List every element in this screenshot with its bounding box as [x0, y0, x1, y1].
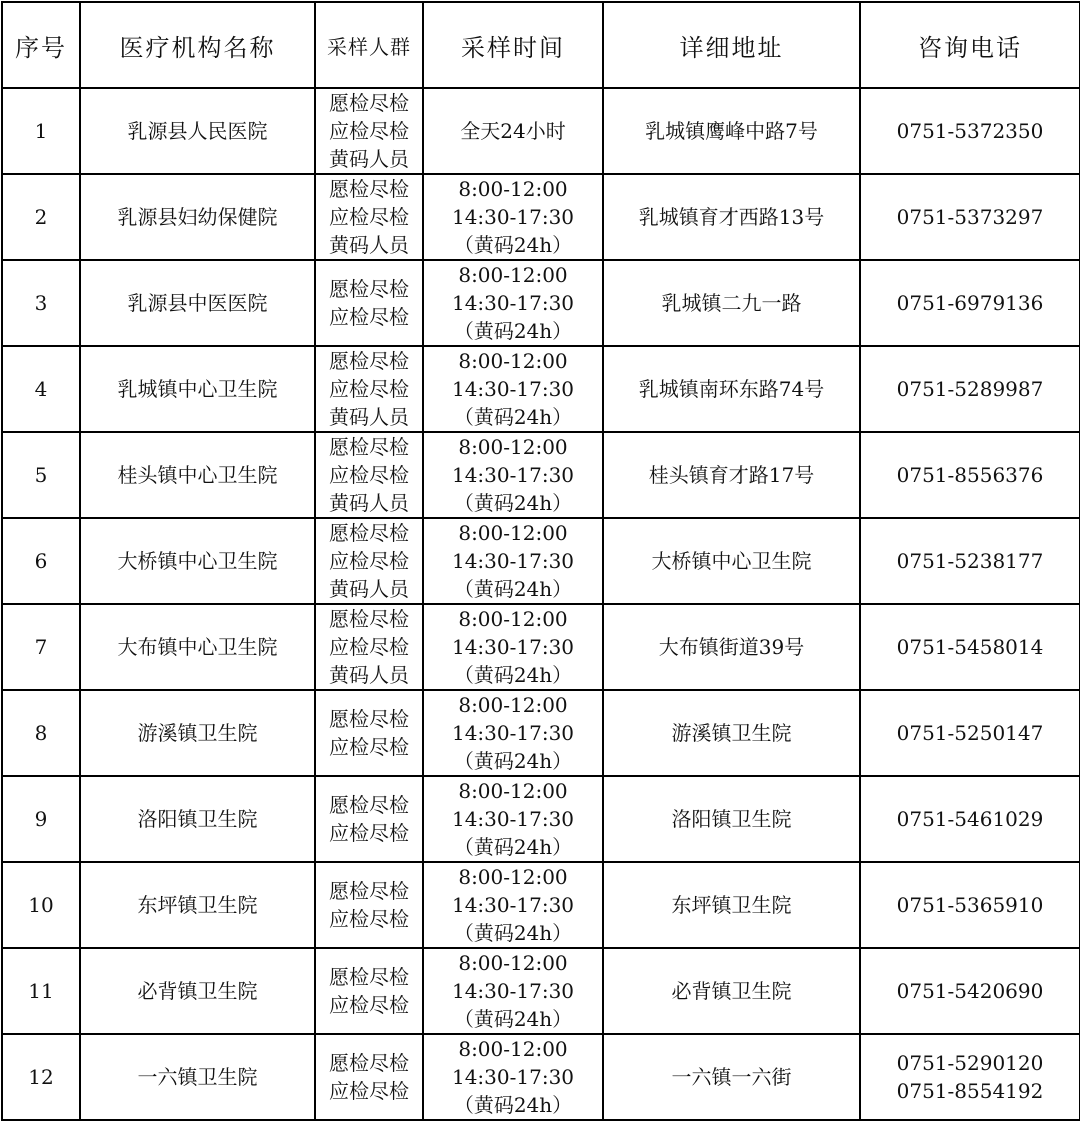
cell-name: 乳城镇中心卫生院	[80, 346, 315, 432]
table-row	[2, 604, 1080, 690]
cell-name: 必背镇卫生院	[80, 948, 315, 1034]
time-line: （黄码24h）	[453, 233, 573, 257]
group-line: 黄码人员	[329, 147, 409, 171]
time-line: 14:30-17:30	[451, 291, 575, 315]
cell-group	[315, 690, 423, 776]
header-address: 详细地址	[603, 2, 860, 88]
cell-group	[315, 862, 423, 948]
table-row	[2, 432, 1080, 518]
cell-phone	[860, 1034, 1080, 1120]
phone-line: 0751-5461029	[896, 807, 1044, 831]
header-name: 医疗机构名称	[80, 2, 315, 88]
cell-address: 一六镇一六街	[603, 1034, 860, 1120]
group-line: 应检尽检	[329, 377, 409, 401]
cell-group	[315, 948, 423, 1034]
cell-address: 乳城镇南环东路74号	[603, 346, 860, 432]
group-line: 愿检尽检	[329, 521, 409, 545]
cell-phone	[860, 776, 1080, 862]
cell-phone	[860, 518, 1080, 604]
cell-name: 乳源县中医医院	[80, 260, 315, 346]
time-line: 全天24小时	[460, 119, 566, 143]
cell-index: 7	[2, 604, 80, 690]
group-line: 黄码人员	[329, 405, 409, 429]
phone-line: 0751-5290120	[896, 1051, 1044, 1075]
group-line: 愿检尽检	[329, 1051, 409, 1075]
cell-address: 东坪镇卫生院	[603, 862, 860, 948]
time-line: 8:00-12:00	[458, 521, 568, 545]
time-line: 14:30-17:30	[451, 635, 575, 659]
phone-line: 0751-5373297	[896, 205, 1044, 229]
cell-time	[423, 948, 603, 1034]
time-line: 14:30-17:30	[451, 721, 575, 745]
cell-time	[423, 88, 603, 174]
time-line: 14:30-17:30	[451, 205, 575, 229]
cell-time	[423, 432, 603, 518]
table-row	[2, 776, 1080, 862]
time-line: （黄码24h）	[453, 577, 573, 601]
cell-address: 大桥镇中心卫生院	[603, 518, 860, 604]
cell-address: 大布镇街道39号	[603, 604, 860, 690]
cell-group	[315, 88, 423, 174]
cell-phone	[860, 260, 1080, 346]
sampling-sites-table	[1, 1, 1080, 1121]
group-line: 愿检尽检	[329, 91, 409, 115]
group-line: 愿检尽检	[329, 277, 409, 301]
cell-address: 乳城镇二九一路	[603, 260, 860, 346]
cell-time	[423, 690, 603, 776]
table-row	[2, 862, 1080, 948]
group-line: 愿检尽检	[329, 349, 409, 373]
cell-name: 大桥镇中心卫生院	[80, 518, 315, 604]
group-line: 应检尽检	[329, 735, 409, 759]
cell-time	[423, 174, 603, 260]
group-line: 愿检尽检	[329, 879, 409, 903]
time-line: 8:00-12:00	[458, 435, 568, 459]
time-line: 14:30-17:30	[451, 807, 575, 831]
phone-line: 0751-5420690	[896, 979, 1044, 1003]
cell-index: 10	[2, 862, 80, 948]
time-line: （黄码24h）	[453, 405, 573, 429]
time-line: （黄码24h）	[453, 663, 573, 687]
cell-index: 11	[2, 948, 80, 1034]
table-row	[2, 88, 1080, 174]
cell-phone	[860, 346, 1080, 432]
cell-time	[423, 518, 603, 604]
cell-address: 游溪镇卫生院	[603, 690, 860, 776]
phone-line: 0751-6979136	[896, 291, 1044, 315]
cell-group	[315, 174, 423, 260]
phone-line: 0751-8556376	[896, 463, 1044, 487]
group-line: 黄码人员	[329, 577, 409, 601]
time-line: （黄码24h）	[453, 1093, 573, 1117]
cell-time	[423, 862, 603, 948]
phone-line: 0751-5458014	[896, 635, 1044, 659]
group-line: 愿检尽检	[329, 177, 409, 201]
group-line: 愿检尽检	[329, 793, 409, 817]
phone-line: 0751-5289987	[896, 377, 1044, 401]
time-line: 8:00-12:00	[458, 607, 568, 631]
phone-line: 0751-5238177	[896, 549, 1044, 573]
cell-phone	[860, 862, 1080, 948]
time-line: 14:30-17:30	[451, 979, 575, 1003]
header-group: 采样人群	[315, 2, 423, 88]
time-line: 14:30-17:30	[451, 549, 575, 573]
header-index: 序号	[2, 2, 80, 88]
group-line: 黄码人员	[329, 233, 409, 257]
cell-name: 桂头镇中心卫生院	[80, 432, 315, 518]
cell-time	[423, 346, 603, 432]
time-line: 14:30-17:30	[451, 463, 575, 487]
cell-index: 3	[2, 260, 80, 346]
cell-phone	[860, 88, 1080, 174]
cell-index: 1	[2, 88, 80, 174]
time-line: （黄码24h）	[453, 1007, 573, 1031]
cell-index: 12	[2, 1034, 80, 1120]
phone-line: 0751-5372350	[896, 119, 1044, 143]
cell-index: 2	[2, 174, 80, 260]
table-row	[2, 518, 1080, 604]
cell-index: 4	[2, 346, 80, 432]
group-line: 应检尽检	[329, 907, 409, 931]
cell-group	[315, 346, 423, 432]
time-line: 8:00-12:00	[458, 693, 568, 717]
cell-time	[423, 604, 603, 690]
group-line: 应检尽检	[329, 119, 409, 143]
group-line: 应检尽检	[329, 463, 409, 487]
cell-group	[315, 518, 423, 604]
time-line: 8:00-12:00	[458, 349, 568, 373]
time-line: 8:00-12:00	[458, 1037, 568, 1061]
cell-group	[315, 1034, 423, 1120]
cell-name: 东坪镇卫生院	[80, 862, 315, 948]
cell-address: 桂头镇育才路17号	[603, 432, 860, 518]
group-line: 黄码人员	[329, 491, 409, 515]
time-line: （黄码24h）	[453, 491, 573, 515]
table-row	[2, 174, 1080, 260]
group-line: 愿检尽检	[329, 607, 409, 631]
group-line: 应检尽检	[329, 305, 409, 329]
table-body	[2, 88, 1080, 1120]
cell-name: 洛阳镇卫生院	[80, 776, 315, 862]
cell-time	[423, 260, 603, 346]
table-row	[2, 346, 1080, 432]
cell-index: 9	[2, 776, 80, 862]
cell-address: 乳城镇育才西路13号	[603, 174, 860, 260]
time-line: 14:30-17:30	[451, 377, 575, 401]
cell-phone	[860, 690, 1080, 776]
phone-line: 0751-8554192	[896, 1079, 1044, 1103]
time-line: （黄码24h）	[453, 319, 573, 343]
cell-phone	[860, 948, 1080, 1034]
group-line: 黄码人员	[329, 663, 409, 687]
cell-group	[315, 260, 423, 346]
time-line: 8:00-12:00	[458, 263, 568, 287]
cell-address: 乳城镇鹰峰中路7号	[603, 88, 860, 174]
group-line: 应检尽检	[329, 993, 409, 1017]
cell-index: 6	[2, 518, 80, 604]
group-line: 应检尽检	[329, 1079, 409, 1103]
group-line: 愿检尽检	[329, 435, 409, 459]
cell-group	[315, 776, 423, 862]
time-line: （黄码24h）	[453, 921, 573, 945]
group-line: 应检尽检	[329, 549, 409, 573]
cell-phone	[860, 174, 1080, 260]
group-line: 应检尽检	[329, 635, 409, 659]
table-row	[2, 948, 1080, 1034]
cell-group	[315, 432, 423, 518]
group-line: 应检尽检	[329, 205, 409, 229]
cell-index: 8	[2, 690, 80, 776]
time-line: 14:30-17:30	[451, 893, 575, 917]
cell-phone	[860, 432, 1080, 518]
time-line: （黄码24h）	[453, 835, 573, 859]
header-row	[2, 2, 1080, 88]
cell-address: 洛阳镇卫生院	[603, 776, 860, 862]
cell-name: 游溪镇卫生院	[80, 690, 315, 776]
group-line: 应检尽检	[329, 821, 409, 845]
table-row	[2, 260, 1080, 346]
cell-index: 5	[2, 432, 80, 518]
header-time: 采样时间	[423, 2, 603, 88]
cell-name: 乳源县人民医院	[80, 88, 315, 174]
cell-name: 乳源县妇幼保健院	[80, 174, 315, 260]
group-line: 愿检尽检	[329, 707, 409, 731]
cell-time	[423, 1034, 603, 1120]
phone-line: 0751-5250147	[896, 721, 1044, 745]
header-phone: 咨询电话	[860, 2, 1080, 88]
time-line: 8:00-12:00	[458, 779, 568, 803]
group-line: 愿检尽检	[329, 965, 409, 989]
cell-name: 大布镇中心卫生院	[80, 604, 315, 690]
phone-line: 0751-5365910	[896, 893, 1044, 917]
cell-time	[423, 776, 603, 862]
cell-phone	[860, 604, 1080, 690]
table-row	[2, 1034, 1080, 1120]
time-line: （黄码24h）	[453, 749, 573, 773]
time-line: 8:00-12:00	[458, 865, 568, 889]
time-line: 14:30-17:30	[451, 1065, 575, 1089]
table-row	[2, 690, 1080, 776]
cell-address: 必背镇卫生院	[603, 948, 860, 1034]
cell-name: 一六镇卫生院	[80, 1034, 315, 1120]
time-line: 8:00-12:00	[458, 177, 568, 201]
time-line: 8:00-12:00	[458, 951, 568, 975]
cell-group	[315, 604, 423, 690]
